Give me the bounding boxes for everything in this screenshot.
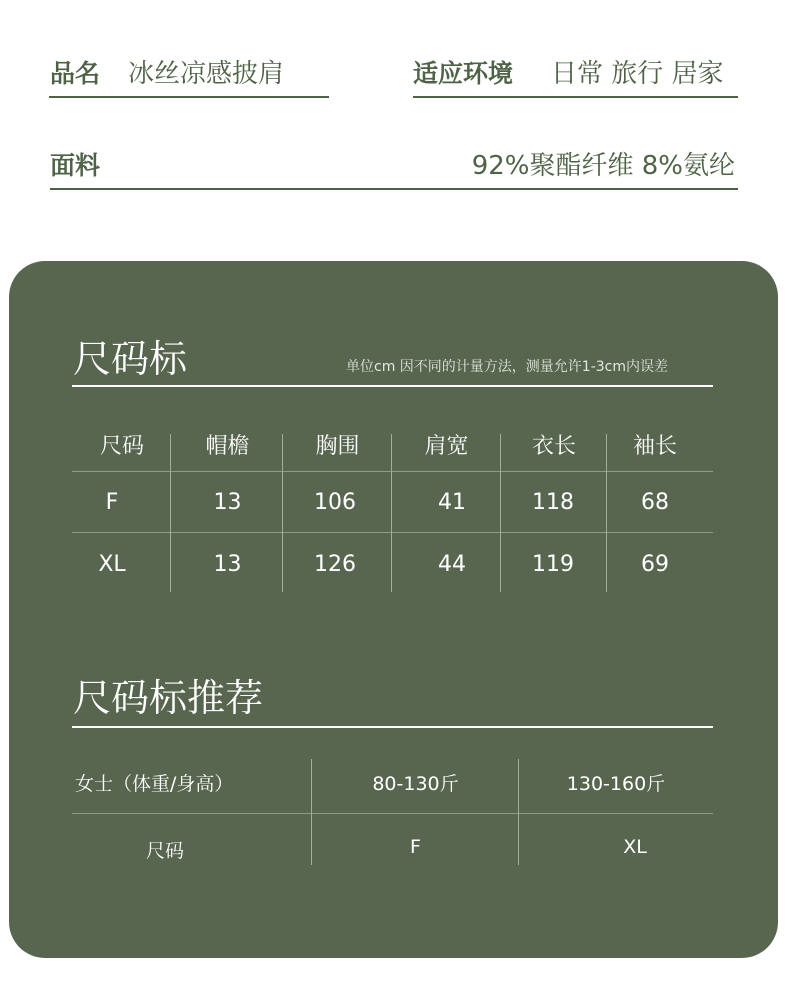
- table-col-divider: [391, 434, 392, 592]
- size-card: [9, 261, 778, 958]
- env-label: 适应环境: [413, 59, 514, 88]
- size-chart-note: 单位cm 因不同的计量方法，测量允许1-3cm内误差: [346, 359, 668, 375]
- table-cell: 126: [314, 552, 356, 577]
- name-underline: [49, 96, 329, 98]
- table-cell: 44: [438, 552, 466, 577]
- table-cell: 118: [532, 490, 574, 515]
- table-col-divider: [282, 434, 283, 592]
- env-value: 日常 旅行 居家: [551, 59, 724, 89]
- recommend-cell: 女士（体重/身高）: [75, 773, 234, 795]
- table-cell: 119: [532, 552, 574, 577]
- table-cell: F: [105, 490, 119, 515]
- fabric-value: 92%聚酯纤维 8%氨纶: [471, 151, 735, 181]
- fabric-underline: [50, 188, 738, 190]
- recommend-cell: 尺码: [145, 840, 184, 862]
- table-cell: 13: [213, 552, 242, 577]
- recommend-col-divider: [518, 759, 519, 865]
- recommend-col-divider: [311, 759, 312, 865]
- table-col-divider: [170, 434, 171, 592]
- recommend-title-line: [72, 726, 713, 728]
- table-cell: 13: [213, 490, 242, 515]
- recommend-cell: XL: [623, 836, 647, 858]
- table-cell: 106: [314, 490, 356, 515]
- env-underline: [413, 96, 738, 98]
- table-cell: XL: [98, 552, 126, 577]
- table-col-divider: [606, 434, 607, 592]
- recommend-row-divider: [72, 813, 713, 814]
- table-row-divider: [72, 471, 713, 472]
- fabric-label: 面料: [50, 151, 101, 180]
- recommend-cell: 130-160斤: [566, 773, 666, 795]
- table-header-cell: 袖长: [632, 434, 677, 459]
- size-chart-title-line: [72, 385, 713, 387]
- table-header-cell: 帽檐: [205, 434, 250, 459]
- table-col-divider: [500, 434, 501, 592]
- table-header-cell: 胸围: [315, 434, 360, 459]
- table-row-divider: [72, 532, 713, 533]
- name-value: 冰丝凉感披肩: [128, 59, 285, 89]
- size-chart-title: 尺码标: [73, 337, 188, 381]
- name-label: 品名: [50, 59, 101, 88]
- recommend-cell: 80-130斤: [372, 773, 459, 795]
- table-cell: 68: [641, 490, 669, 515]
- table-header-cell: 肩宽: [424, 434, 469, 459]
- table-cell: 69: [641, 552, 669, 577]
- recommend-title: 尺码标推荐: [73, 676, 264, 720]
- table-header-cell: 衣长: [531, 434, 576, 459]
- table-cell: 41: [438, 490, 466, 515]
- table-header-cell: 尺码: [99, 434, 144, 459]
- recommend-cell: F: [410, 836, 421, 858]
